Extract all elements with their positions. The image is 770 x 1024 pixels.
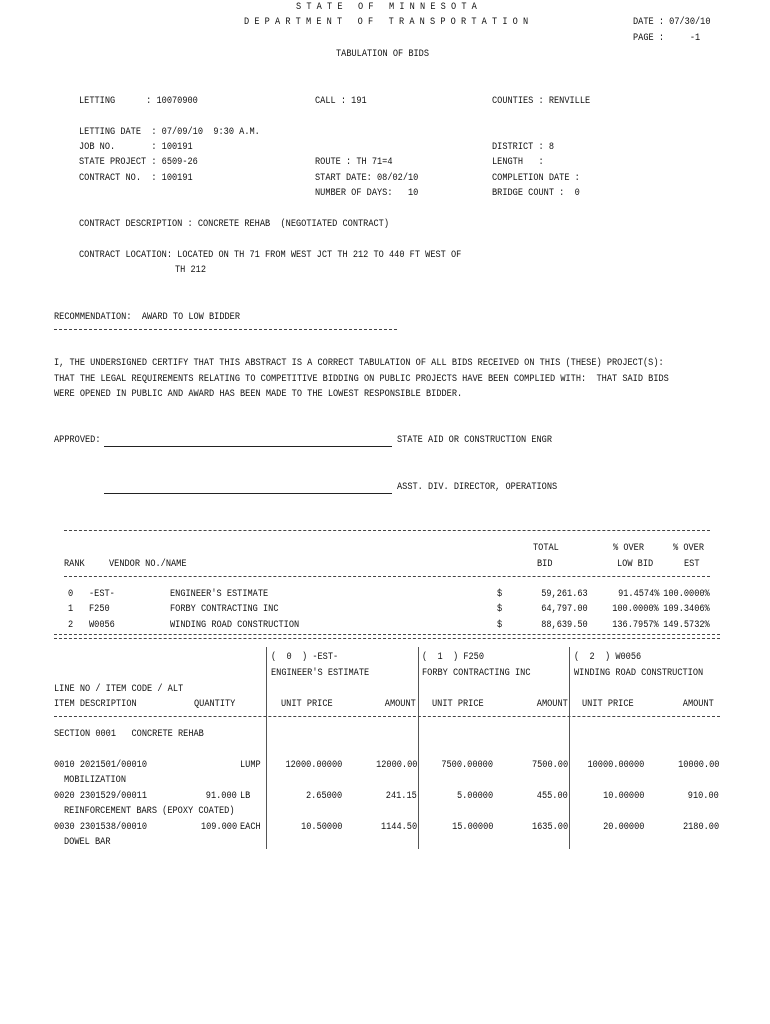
quantity-header: QUANTITY xyxy=(194,698,236,710)
rank: 2 xyxy=(68,619,74,631)
signature-title-1: STATE AID OR CONSTRUCTION ENGR xyxy=(397,434,553,446)
over-low-header: % OVER xyxy=(613,542,645,554)
total-bid: 59,261.63 xyxy=(541,588,588,600)
rank-header: RANK xyxy=(64,558,85,570)
contract-location: CONTRACT LOCATION: LOCATED ON TH 71 FROM WEST JCT TH 212 TO 440 FT WEST OF xyxy=(79,249,462,261)
amount-2: 910.00 xyxy=(687,790,719,802)
approved-label: APPROVED: xyxy=(54,434,101,446)
over-est: 109.3406% xyxy=(663,603,710,615)
unit-price-2: 20.00000 xyxy=(602,821,644,833)
dollar-sign: $ xyxy=(497,588,503,600)
unit-price-0: 12000.00000 xyxy=(285,759,342,771)
over-low-bid: 91.4574% xyxy=(617,588,659,600)
unit-price-1: 7500.00000 xyxy=(441,759,493,771)
vendor-name: ENGINEER'S ESTIMATE xyxy=(170,588,269,600)
bidder-1-name: FORBY CONTRACTING INC xyxy=(422,667,531,679)
amount-0: 1144.50 xyxy=(380,821,417,833)
signature-line-2 xyxy=(104,493,392,494)
bid-header: BID xyxy=(537,558,553,570)
amount-1: 1635.00 xyxy=(531,821,568,833)
amount-0: 241.15 xyxy=(385,790,417,802)
contract-no: CONTRACT NO. : 100191 xyxy=(79,172,193,184)
item-description: MOBILIZATION xyxy=(64,774,127,786)
unit-price-header-2: UNIT PRICE xyxy=(582,698,634,710)
unit-price-0: 10.50000 xyxy=(300,821,342,833)
amount-1: 455.00 xyxy=(536,790,568,802)
bridge-count: BRIDGE COUNT : 0 xyxy=(492,187,580,199)
job-no: JOB NO. : 100191 xyxy=(79,141,193,153)
unit-price-1: 15.00000 xyxy=(451,821,493,833)
item-unit: LUMP xyxy=(240,759,261,771)
total-header: TOTAL xyxy=(533,542,559,554)
signature-title-2: ASST. DIV. DIRECTOR, OPERATIONS xyxy=(397,481,558,493)
dollar-sign: $ xyxy=(497,619,503,631)
letting: LETTING : 10070900 xyxy=(79,95,198,107)
state-project: STATE PROJECT : 6509-26 xyxy=(79,156,198,168)
rank: 1 xyxy=(68,603,74,615)
summary-top-rule xyxy=(64,530,710,531)
item-unit: LB xyxy=(240,790,251,802)
item-unit: EACH xyxy=(240,821,261,833)
low-bid-header: LOW BID xyxy=(617,558,654,570)
line-header: LINE NO / ITEM CODE / ALT xyxy=(54,683,184,695)
amount-header-1: AMOUNT xyxy=(536,698,568,710)
unit-price-header-0: UNIT PRICE xyxy=(281,698,333,710)
vendor-no: -EST- xyxy=(89,588,115,600)
contract-location-cont: TH 212 xyxy=(175,264,207,276)
col-divider-2 xyxy=(569,647,570,849)
vendor-header: VENDOR NO./NAME xyxy=(109,558,187,570)
amount-0: 12000.00 xyxy=(375,759,417,771)
vendor-name: WINDING ROAD CONSTRUCTION xyxy=(170,619,300,631)
unit-price-2: 10000.00000 xyxy=(587,759,644,771)
letting-date: LETTING DATE : 07/09/10 9:30 A.M. xyxy=(79,126,260,138)
item-quantity: 91.000 xyxy=(205,790,237,802)
dollar-sign: $ xyxy=(497,603,503,615)
unit-price-0: 2.65000 xyxy=(305,790,342,802)
item-description-header: ITEM DESCRIPTION xyxy=(54,698,137,710)
amount-2: 10000.00 xyxy=(677,759,719,771)
length: LENGTH : xyxy=(492,156,544,168)
rank: 0 xyxy=(68,588,74,600)
number-of-days: NUMBER OF DAYS: 10 xyxy=(315,187,419,199)
over-est: 100.0000% xyxy=(663,588,710,600)
over-est: 149.5732% xyxy=(663,619,710,631)
over-low-bid: 100.0000% xyxy=(612,603,659,615)
item-code: 0030 2301538/00010 xyxy=(54,821,148,833)
signature-line-1 xyxy=(104,446,392,447)
state-title: S T A T E O F M I N N E S O T A xyxy=(296,1,477,13)
unit-price-2: 10.00000 xyxy=(602,790,644,802)
department-title: D E P A R T M E N T O F T R A N S P O R T A T I O N xyxy=(244,16,529,28)
vendor-name: FORBY CONTRACTING INC xyxy=(170,603,279,615)
amount-header-2: AMOUNT xyxy=(682,698,714,710)
item-description: REINFORCEMENT BARS (EPOXY COATED) xyxy=(64,805,235,817)
over-est-header: % OVER xyxy=(673,542,705,554)
counties: COUNTIES : RENVILLE xyxy=(492,95,591,107)
item-code: 0020 2301529/00011 xyxy=(54,790,148,802)
est-header: EST xyxy=(684,558,700,570)
bidder-0-label: ( 0 ) -EST- xyxy=(271,651,339,663)
report-date: DATE : 07/30/10 xyxy=(633,16,711,28)
page-number: PAGE : -1 xyxy=(633,32,701,44)
start-date: START DATE: 08/02/10 xyxy=(315,172,419,184)
contract-description: CONTRACT DESCRIPTION : CONCRETE REHAB (NEGOTIATED CONTRACT) xyxy=(79,218,390,230)
total-bid: 64,797.00 xyxy=(541,603,588,615)
call: CALL : 191 xyxy=(315,95,367,107)
bidder-2-name: WINDING ROAD CONSTRUCTION xyxy=(574,667,704,679)
summary-header-rule xyxy=(64,576,710,577)
recommendation-rule xyxy=(54,329,397,330)
completion-date: COMPLETION DATE : xyxy=(492,172,580,184)
bidder-1-label: ( 1 ) F250 xyxy=(422,651,485,663)
col-divider-0 xyxy=(266,647,267,849)
certification-line-3: WERE OPENED IN PUBLIC AND AWARD HAS BEEN MADE TO THE LOWEST RESPONSIBLE BIDDER. xyxy=(54,388,463,400)
certification-line-1: I, THE UNDERSIGNED CERTIFY THAT THIS ABSTRACT IS A CORRECT TABULATION OF ALL BIDS RECEIVED ON THIS (THESE) PROJECT(S): xyxy=(54,357,664,369)
item-description: DOWEL BAR xyxy=(64,836,111,848)
amount-header-0: AMOUNT xyxy=(384,698,416,710)
page-title: TABULATION OF BIDS xyxy=(336,48,430,60)
vendor-no: F250 xyxy=(89,603,110,615)
amount-1: 7500.00 xyxy=(531,759,568,771)
certification-line-2: THAT THE LEGAL REQUIREMENTS RELATING TO COMPETITIVE BIDDING ON PUBLIC PROJECTS HAVE BEEN COMPLIED WITH: THAT SAID BIDS xyxy=(54,373,669,385)
amount-2: 2180.00 xyxy=(682,821,719,833)
summary-bottom-rule xyxy=(54,634,720,639)
recommendation: RECOMMENDATION: AWARD TO LOW BIDDER xyxy=(54,311,241,323)
detail-header-rule xyxy=(54,716,720,717)
total-bid: 88,639.50 xyxy=(541,619,588,631)
district: DISTRICT : 8 xyxy=(492,141,555,153)
section-title: SECTION 0001 CONCRETE REHAB xyxy=(54,728,204,740)
unit-price-1: 5.00000 xyxy=(456,790,493,802)
item-code: 0010 2021501/00010 xyxy=(54,759,148,771)
item-quantity: 109.000 xyxy=(200,821,237,833)
bidder-0-name: ENGINEER'S ESTIMATE xyxy=(271,667,370,679)
bidder-2-label: ( 2 ) W0056 xyxy=(574,651,642,663)
over-low-bid: 136.7957% xyxy=(612,619,659,631)
vendor-no: W0056 xyxy=(89,619,115,631)
unit-price-header-1: UNIT PRICE xyxy=(432,698,484,710)
route: ROUTE : TH 71=4 xyxy=(315,156,393,168)
col-divider-1 xyxy=(418,647,419,849)
